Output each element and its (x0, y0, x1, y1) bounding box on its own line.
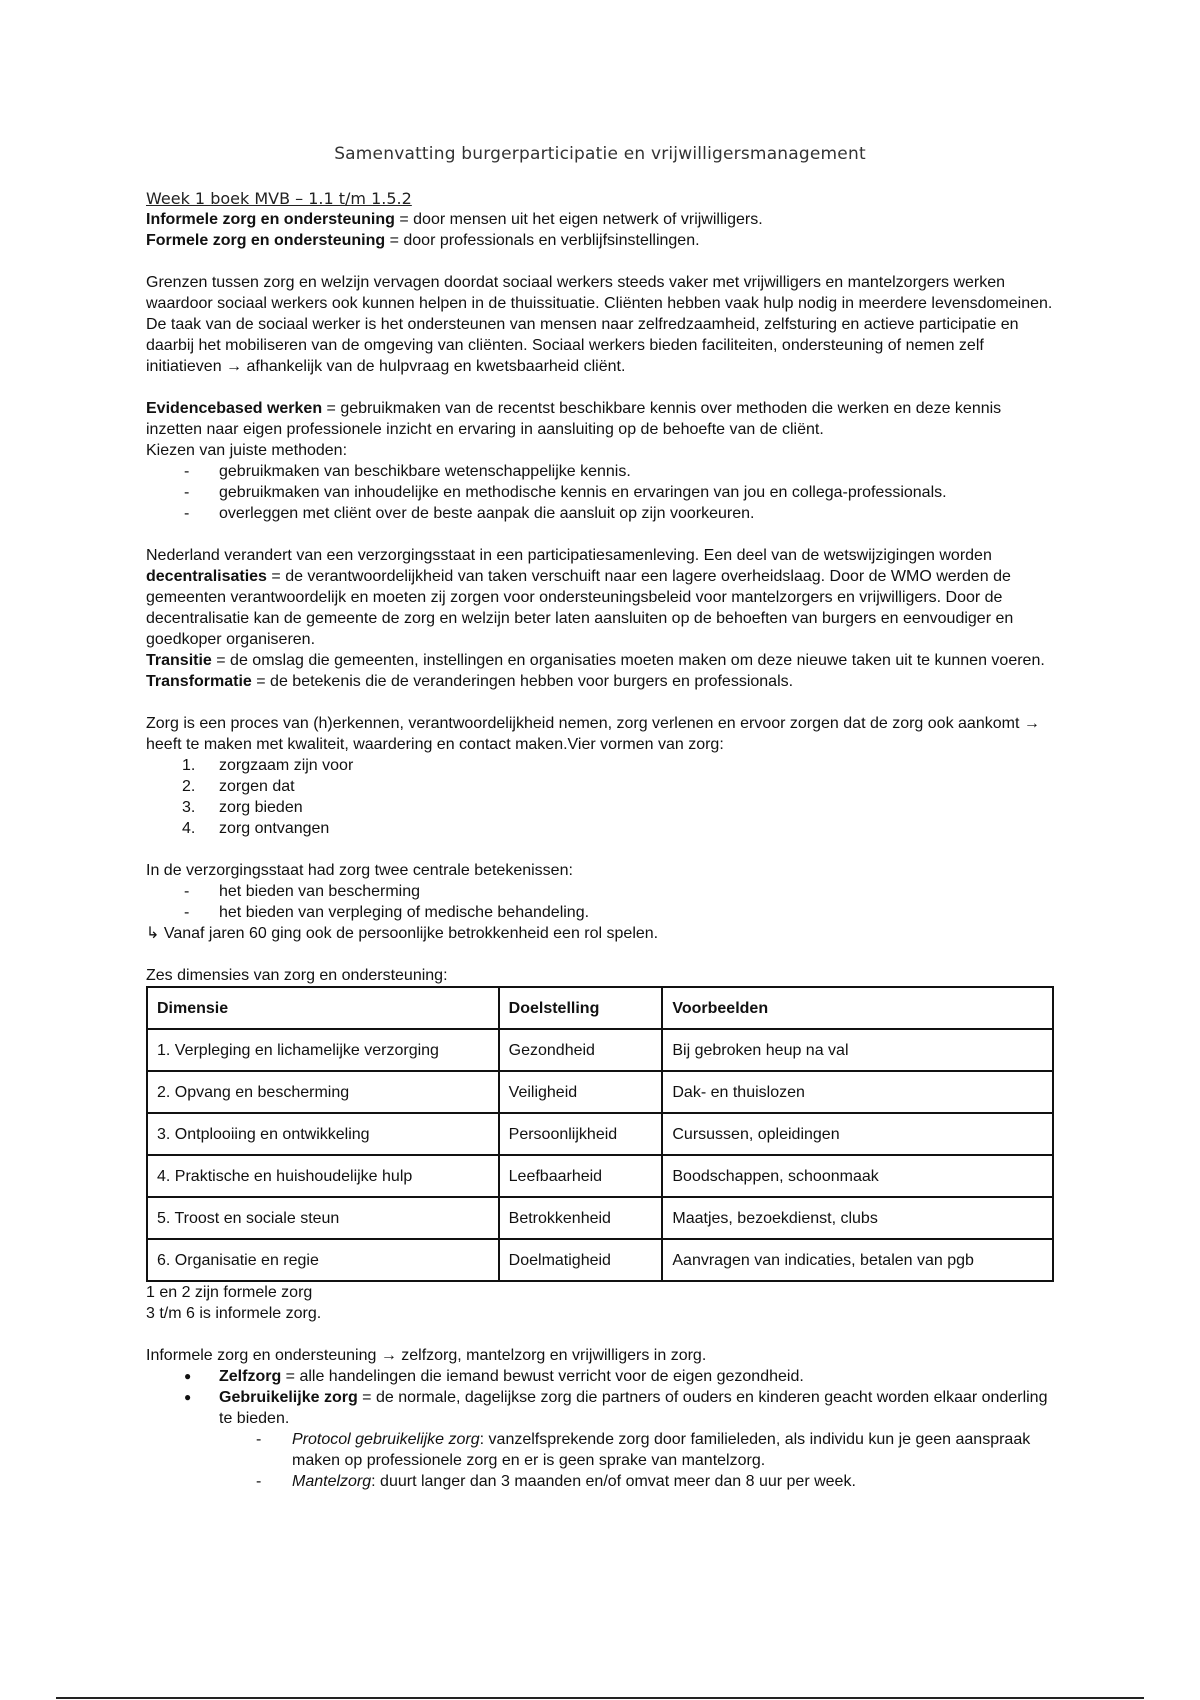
verzorgingsstaat-intro: In de verzorgingsstaat had zorg twee centrale betekenissen: (146, 862, 573, 879)
table-cell: Bij gebroken heup na val (662, 1029, 1053, 1071)
definition-informele-zorg: Informele zorg en ondersteuning = door mensen uit het eigen netwerk of vrijwilligers. (146, 211, 763, 228)
column-header: Doelstelling (499, 987, 663, 1029)
list-item: 3. zorg bieden (182, 799, 303, 816)
table-intro: Zes dimensies van zorg en ondersteuning: (146, 967, 448, 984)
list-item: 2. zorgen dat (182, 778, 295, 795)
list-item: 1. zorgzaam zijn voor (182, 757, 354, 774)
table-cell: Boodschappen, schoonmaak (662, 1155, 1053, 1197)
table-cell: 5. Troost en sociale steun (147, 1197, 499, 1239)
table-cell: 3. Ontplooiing en ontwikkeling (147, 1113, 499, 1155)
column-header: Voorbeelden (662, 987, 1053, 1029)
table-row (147, 1155, 1053, 1197)
definition-formele-zorg: Formele zorg en ondersteuning = door professionals en verblijfsinstellingen. (146, 232, 700, 249)
definition-transitie: Transitie = de omslag die gemeenten, instellingen en organisaties moeten maken om deze nieuwe taken uit te kunnen voeren. (146, 652, 1045, 669)
table-cell: Maatjes, bezoekdienst, clubs (662, 1197, 1053, 1239)
jaren60-note: ↳ Vanaf jaren 60 ging ook de persoonlijke betrokkenheid een rol spelen. (146, 925, 659, 942)
list-item: - het bieden van verpleging of medische behandeling. (146, 902, 1061, 923)
table-row (147, 1239, 1053, 1281)
list-item: - gebruikmaken van beschikbare wetenschappelijke kennis. (146, 461, 1061, 482)
list-item: - overleggen met cliënt over de beste aanpak die aansluit op zijn voorkeuren. (146, 503, 1061, 524)
definition-transformatie: Transformatie = de betekenis die de veranderingen hebben voor burgers en professionals. (146, 673, 794, 690)
table-row (147, 1113, 1053, 1155)
table-cell: Doelmatigheid (499, 1239, 663, 1281)
methods-list (146, 461, 1061, 524)
informele-bullets (146, 1366, 1061, 1429)
week-heading: Week 1 boek MVB – 1.1 t/m 1.5.2 (146, 189, 412, 208)
list-item: - Mantelzorg: duurt langer dan 3 maanden en/of omvat meer dan 8 uur per week. (146, 1471, 1061, 1492)
list-item: ● Gebruikelijke zorg = de normale, dagelijkse zorg die partners of ouders en kinderen geacht worden elkaar onderling te bieden. (146, 1387, 1061, 1429)
dimensions-table (146, 986, 1054, 1282)
paragraph-nederland: Nederland verandert van een verzorgingsstaat in een participatiesamenleving. Een deel van de wetswijzigingen worden decentralisaties = de verantwoordelijkheid van taken verschuift naar een lagere overheidslaag. Door de WMO werden de gemeenten verantwoordelijk en moeten zij zorgen voor ondersteuningsbeleid voor mantelzorgers en vrijwilligers. Door de decentralisatie kan de gemeente de zorg en welzijn beter laten aansluiten op de behoeften van burgers en eenvoudiger en goedkoper organiseren. (146, 547, 1014, 648)
column-header: Dimensie (147, 987, 499, 1029)
table-cell: 4. Praktische en huishoudelijke hulp (147, 1155, 499, 1197)
after-table-line: 1 en 2 zijn formele zorg (146, 1284, 313, 1301)
verzorgingsstaat-list (146, 881, 1061, 923)
table-cell: Aanvragen van indicaties, betalen van pgb (662, 1239, 1053, 1281)
informele-intro: Informele zorg en ondersteuning → zelfzorg, mantelzorg en vrijwilligers in zorg. (146, 1347, 707, 1364)
table-cell: Cursussen, opleidingen (662, 1113, 1053, 1155)
document-body (146, 188, 1061, 1492)
table-cell: 6. Organisatie en regie (147, 1239, 499, 1281)
table-cell: Persoonlijkheid (499, 1113, 663, 1155)
list-item: ● Zelfzorg = alle handelingen die iemand bewust verricht voor de eigen gezondheid. (146, 1366, 1061, 1387)
methods-intro: Kiezen van juiste methoden: (146, 442, 348, 459)
definition-evidencebased: Evidencebased werken = gebruikmaken van de recentst beschikbare kennis over methoden die werken en deze kennis inzetten naar eigen professionele inzicht en ervaring in aansluiting op de behoefte van de cliënt. (146, 400, 1002, 438)
table-cell: Betrokkenheid (499, 1197, 663, 1239)
table-row (147, 1071, 1053, 1113)
table-cell: Gezondheid (499, 1029, 663, 1071)
list-item: - het bieden van bescherming (146, 881, 1061, 902)
table-cell: 1. Verpleging en lichamelijke verzorging (147, 1029, 499, 1071)
table-cell: 2. Opvang en bescherming (147, 1071, 499, 1113)
list-item: 4. zorg ontvangen (182, 820, 330, 837)
table-cell: Dak- en thuislozen (662, 1071, 1053, 1113)
paragraph-zorg-proces: Zorg is een proces van (h)erkennen, verantwoordelijkheid nemen, zorg verlenen en ervoor zorgen dat de zorg ook aankomt → heeft te maken met kwaliteit, waardering en contact maken.Vier vormen van zorg: (146, 715, 1040, 753)
table-row (147, 1029, 1053, 1071)
page-footer-rule (56, 1697, 1144, 1699)
after-table-line: 3 t/m 6 is informele zorg. (146, 1305, 322, 1322)
table-cell: Veiligheid (499, 1071, 663, 1113)
zorg-forms-list (146, 755, 1061, 839)
table-cell: Leefbaarheid (499, 1155, 663, 1197)
list-item: - Protocol gebruikelijke zorg: vanzelfsprekende zorg door familieleden, als individu kun je geen aanspraak maken op professionele zorg en er is geen sprake van mantelzorg. (146, 1429, 1061, 1471)
table-header-row (147, 987, 1053, 1029)
list-item: - gebruikmaken van inhoudelijke en methodische kennis en ervaringen van jou en collega-professionals. (146, 482, 1061, 503)
paragraph-grenzen: Grenzen tussen zorg en welzijn vervagen doordat sociaal werkers steeds vaker met vrijwilligers en mantelzorgers werken waardoor sociaal werkers ook kunnen helpen in de thuissituatie. Cliënten hebben vaak hulp nodig in meerdere levensdomeinen. De taak van de sociaal werker is het ondersteunen van mensen naar zelfredzaamheid, zelfsturing en actieve participatie en daarbij het mobiliseren van de omgeving van cliënten. Sociaal werkers bieden faciliteiten, ondersteuning of nemen zelf initiatieven → afhankelijk van de hulpvraag en kwetsbaarheid cliënt. (146, 274, 1053, 375)
gebruikelijke-zorg-sublist (146, 1429, 1061, 1492)
table-row (147, 1197, 1053, 1239)
document-title: Samenvatting burgerparticipatie en vrijwilligersmanagement (334, 144, 866, 164)
